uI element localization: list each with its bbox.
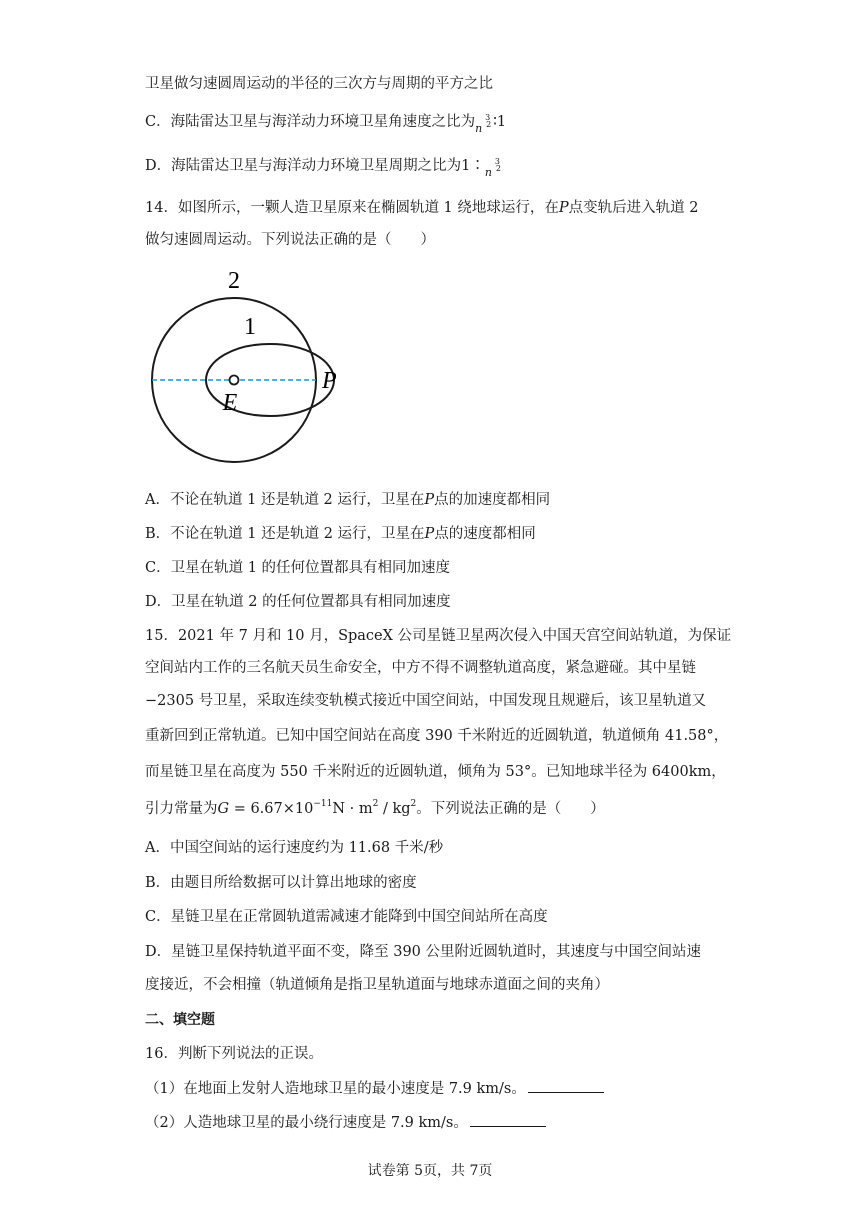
option-text: 点的速度都相同: [434, 526, 536, 542]
frac-den: 2: [495, 164, 501, 173]
label-orbit-1: 1: [244, 314, 256, 340]
option-text: A．不论在轨道 1 还是轨道 2 运行，卫星在: [145, 492, 425, 508]
exponent: 2: [372, 799, 379, 809]
point-p: P: [558, 200, 569, 216]
q14-option-d: D．卫星在轨道 2 的任何位置都具有相同加速度: [145, 594, 451, 610]
q15-option-c: C．星链卫星在正常圆轨道需减速才能降到中国空间站所在高度: [145, 909, 548, 925]
option-d-prev: [145, 156, 503, 179]
q15-stem-4: 重新回到正常轨道。已知中国空间站在高度 390 千米附近的近圆轨道，轨道倾角 41.58°，: [145, 728, 729, 744]
q15-stem-3: −2305 号卫星，采取连续变轨模式接近中国空间站，中国发现且规避后，该卫星轨道又: [145, 693, 707, 709]
option-text: 点的加速度都相同: [434, 492, 551, 508]
q15-option-a: A．中国空间站的运行速度约为 11.68 千米/秒: [145, 840, 444, 856]
q15-option-d-1: D．星链卫星保持轨道平面不变，降至 390 公里附近圆轨道时，其速度与中国空间站速: [145, 944, 702, 960]
option-c-ratio: ∶1: [493, 114, 507, 130]
q14-option-a: [145, 490, 550, 510]
exponent: 2: [410, 799, 417, 809]
orbit-diagram: [140, 262, 350, 472]
q16-stem: 16．判断下列说法的正误。: [145, 1046, 323, 1062]
question-14-stem-2: 做匀速圆周运动。下列说法正确的是（ ）: [145, 232, 435, 248]
point-p: P: [424, 492, 435, 508]
frac-num: 3: [494, 157, 500, 166]
frac-base: n: [475, 122, 483, 135]
value: = 6.67×10: [229, 801, 314, 817]
q15-stem-6: [145, 799, 605, 821]
q15-stem-2: 空间站内工作的三名航天员生命安全，中方不得不调整轨道高度，紧急避碰。其中星链: [145, 660, 696, 676]
option-c-text: C．海陆雷达卫星与海洋动力环境卫星角速度之比为: [145, 114, 476, 130]
symbol-g: G: [217, 801, 230, 817]
unit: N · m: [332, 801, 373, 817]
section-heading-fill-in: 二、填空题: [145, 1012, 215, 1028]
answer-blank-1[interactable]: [528, 1078, 604, 1093]
label-orbit-2: 2: [228, 268, 240, 294]
frac-den: 2: [486, 120, 492, 129]
option-text: B．不论在轨道 1 还是轨道 2 运行，卫星在: [145, 526, 425, 542]
stem-text: 。下列说法正确的是（ ）: [416, 801, 605, 817]
label-point-p: P: [322, 368, 337, 394]
option-d-text: D．海陆雷达卫星与海洋动力环境卫星周期之比为1∶: [145, 158, 485, 174]
stem-text: 点变轨后进入轨道 2: [568, 200, 699, 216]
q15-stem-5: 而星链卫星在高度为 550 千米附近的近圆轨道，倾角为 53°。已知地球半径为 6400km，: [145, 764, 726, 780]
page-footer: 试卷第 5页，共 7页: [367, 1163, 493, 1179]
fraction-n-3-2: [484, 156, 503, 179]
q15-stem-1: 15．2021 年 7 月和 10 月，SpaceX 公司星链卫星两次侵入中国天宫空间站轨道，为保证: [145, 628, 732, 644]
part-text: （1）在地面上发射人造地球卫星的最小速度是 7.9 km/s。: [145, 1081, 526, 1097]
stem-text: 14．如图所示，一颗人造卫星原来在椭圆轨道 1 绕地球运行，在: [145, 200, 559, 216]
fraction-n-3-2: [475, 112, 493, 135]
q15-option-d-2: 度接近，不会相撞（轨道倾角是指卫星轨道面与地球赤道面之间的夹角）: [145, 977, 609, 993]
frac-base: n: [484, 166, 492, 179]
q14-option-c: C．卫星在轨道 1 的任何位置都具有相同加速度: [145, 560, 451, 576]
unit: / kg: [378, 801, 411, 817]
label-earth-e: E: [222, 390, 238, 416]
question-14-stem-1: [145, 198, 699, 218]
q16-part-1: [145, 1078, 604, 1099]
frac-num: 3: [485, 113, 491, 122]
q14-option-b: [145, 524, 536, 544]
earth-marker: [230, 376, 239, 385]
stem-text: 引力常量为: [145, 801, 218, 817]
option-b-continuation: 卫星做匀速圆周运动的半径的三次方与周期的平方之比: [145, 76, 493, 92]
exponent: −11: [313, 799, 333, 809]
q16-part-2: [145, 1112, 546, 1133]
answer-blank-2[interactable]: [470, 1112, 546, 1127]
q15-option-b: B．由题目所给数据可以计算出地球的密度: [145, 875, 417, 891]
option-c-prev: [145, 112, 507, 135]
point-p: P: [424, 526, 435, 542]
part-text: （2）人造地球卫星的最小绕行速度是 7.9 km/s。: [145, 1115, 468, 1131]
